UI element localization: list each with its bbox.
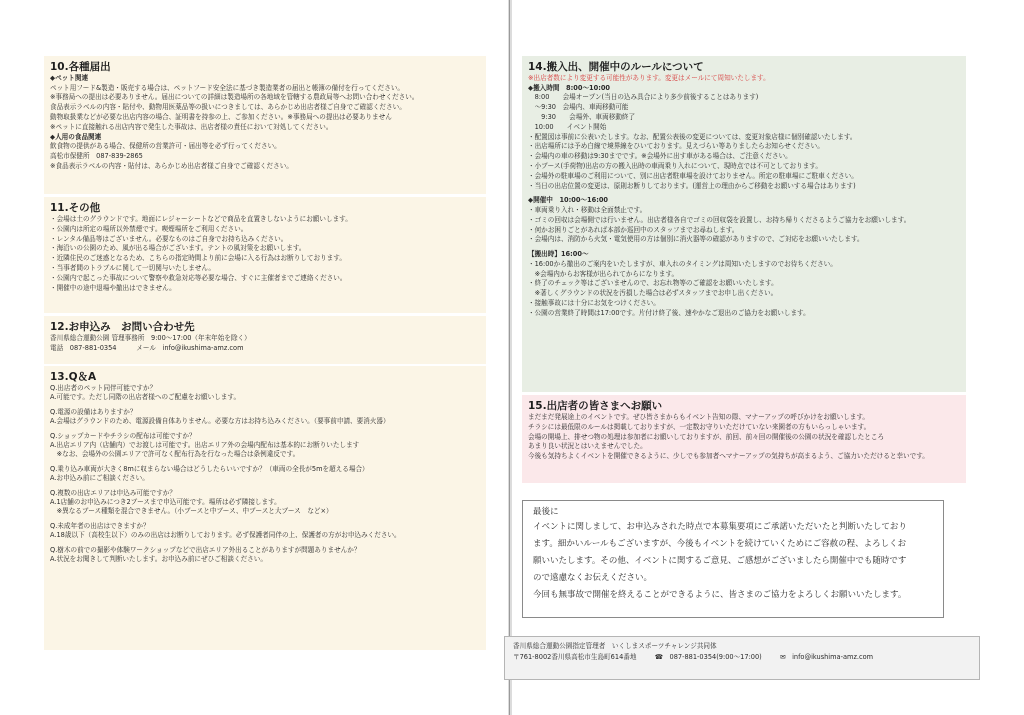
contact-line[interactable]: 電話 087-881-0354 メール info@ikushima-amz.com <box>50 343 244 352</box>
qa-line: ※異なるブース種類を混合できません。（小ブースと中ブース、中ブースと大ブース など×） <box>50 507 333 516</box>
footer-address: 〒761-8002香川県高松市生島町614番地 <box>513 653 637 661</box>
request-line: あまり良い状況とはいえませんでした。 <box>528 442 647 451</box>
rule-line: ・会場内の車の移動は9:30までです。※会場外に出す車がある場合は、ご注意ください。 <box>528 152 792 161</box>
footer-email[interactable]: ✉ info@ikushima-amz.com <box>779 653 874 661</box>
carry-out-line: ・公園の営業終了時間は17:00です。片付け終了後、速やかなご退出のご協力をお願いします。 <box>528 308 810 317</box>
other-line: ・公園内で起こった事故について警察や救急対応等必要な場合、すぐに主催者までご連絡ください。 <box>50 273 347 282</box>
qa-line: A.18歳以下（高校生以下）のみの出店はお断りしております。必ず保護者同伴の上、保護者の方がお申込みください。 <box>50 531 401 540</box>
carry-out-line: ・16:00から撤出のご案内をいたしますが、車入れのタイミングは周知いたしますのでお待ちください。 <box>528 259 837 268</box>
carry-out-line: ・接触事故には十分にお気をつけください。 <box>528 298 660 307</box>
closing-line: 最後に <box>533 507 559 517</box>
rule-line: ・小ブース(手荷物)出店の方の搬入出時の車両乗り入れについて、現時点では不可としております。 <box>528 161 822 170</box>
carry-in-heading: ◆搬入時間 8:00～10:00 <box>528 83 611 92</box>
page-fold-line <box>509 0 510 715</box>
qa-line: Q.樹木の前での撮影や体験ワークショップなどで出店エリア外出ることがありますが問題ありませんか？ <box>50 545 361 554</box>
carry-out-line: ・終了のチェック等はございませんので、お忘れ物等のご確認をお願いいたします。 <box>528 279 778 288</box>
qa-line: A.会場はグラウンドのため、電源設備自体ありません。必要な方はお持ち込みください。（要事前申請、要消火器） <box>50 417 390 426</box>
other-line: ・公園内は所定の場所以外禁煙です。喫煙場所をご利用ください。 <box>50 224 248 233</box>
footer-organization: 香川県総合運動公園指定管理者 いくしまスポーツチャレンジ共同体 <box>513 642 717 650</box>
change-notice: ※出店者数により変更する可能性があります。変更はメールにて周知いたします。 <box>528 74 770 82</box>
right-page <box>512 0 1024 715</box>
closing-line: ので遠慮なくお伝えください。 <box>533 573 653 583</box>
during-line: ・ゴミの回収は会場側では行いません。出店者様各自でゴミの回収袋を設置し、お持ち帰りくださるようご協力をお願いします。 <box>528 215 911 224</box>
qa-line: A.可能です。ただし同階の出店者様へのご配慮をお願いします。 <box>50 393 241 402</box>
section-15-box <box>522 395 966 483</box>
left-page <box>0 0 508 715</box>
other-line: ・会場は土のグラウンドです。地面にレジャーシートなどで商品を直置きしないようにお願いします。 <box>50 215 352 223</box>
qa-line: Q.乗り込み車両が大きく8mに収まらない場合はどうしたらいいですか？（車両の全長が5mを超える場合） <box>50 464 369 473</box>
footer-phone[interactable]: ☎ 087-881-0354(9:00～17:00) <box>654 653 762 661</box>
pet-line: 食品表示ラベルの内容・貼付や、動物用医薬品等の扱いにつきましては、あらかじめ出店者様ご自身でご確認ください。 <box>50 103 406 112</box>
closing-line: イベントに関しまして、お申込みされた時点で本募集要項にご承諾いただいたと判断いたしており <box>533 522 907 532</box>
other-line: ・開催中の途中退場や撤出はできません。 <box>50 283 176 292</box>
qa-line: A.出店エリア内（店舗内）でお渡しは可能です。出店エリア外の会場内配布は基本的にお断りいたします <box>50 441 360 450</box>
section-15-title: 15.出店者の皆さまへお願い <box>528 400 663 412</box>
qa-line: A.状況をお聞きして判断いたします。お申込み前にぜひご相談ください。 <box>50 555 267 564</box>
section-11-box <box>44 197 486 313</box>
closing-line: ます。細かいルールもございますが、今後もイベントを続けていくためにご容赦の程、よろしくお <box>533 539 907 549</box>
section-14-box <box>522 56 966 392</box>
qa-line: Q.ショップカードやチラシの配布は可能ですか？ <box>50 431 196 440</box>
rule-line: ・出店場所には予め白線で境界線をひいております。見えづらい等ありましたらお知らせください。 <box>528 142 824 151</box>
rule-line: ・配置図は事前に公表いたします。なお、配置公表後の変更については、変更対象店様に個別確認いたします。 <box>528 132 857 141</box>
schedule-line: 9:30 会場外、車両移動終了 <box>528 112 636 121</box>
during-heading: ◆開催中 10:00～16:00 <box>528 196 609 205</box>
other-line: ・海沿いの公園のため、風が出る場合がございます。テントの風対策をお願いします。 <box>50 244 306 253</box>
other-line: ・近隣住民のご迷惑となるため、こちらの指定時間より前に会場に入る行為はお断りしております。 <box>50 254 346 263</box>
food-heading: ◆人用の食品関連 <box>50 132 102 141</box>
qa-line: Q.複数の出店エリアは申込み可能ですか？ <box>50 488 176 497</box>
carry-out-heading: 【搬出時】16:00～ <box>528 250 589 259</box>
request-line: まだまだ発展途上のイベントです。ぜひ皆さまからもイベント告知の際、マナーアップの呼びかけをお願いします。 <box>528 413 870 421</box>
pet-line: 動物取扱業などが必要な出店内容の場合、証明書を持参の上、ご参加ください。※事務局への提出は必要ありません <box>50 112 392 121</box>
section-11-title: 11.その他 <box>50 202 101 214</box>
pet-line: ※事務局への提出は必要ありません。届出についての詳細は製造場所の各地域を管轄する農政局等へお問い合わせください。 <box>50 93 419 102</box>
footer-box <box>504 636 980 680</box>
rule-line: ・当日の出店位置の変更は、原則お断りしております。(運営上の理由からご移動をお願いする場合はあります) <box>528 181 856 190</box>
during-line: ・何かお困りごとがあれば本部か巡回中のスタッフまでお尋ねします。 <box>528 225 739 234</box>
carry-out-line: ※会場内からお客様が出られてからになります。 <box>528 269 679 278</box>
request-line: 今後も気持ちよくイベントを開催できるように、少しでも参加者へマナーアップの気持ちが高まるよう、ご協力いただけると幸いです。 <box>528 452 929 461</box>
rule-line: ・会場外の駐車場のご利用について、別に出店者駐車場を設けておりません。所定の駐車場にご駐車ください。 <box>528 171 858 180</box>
office-hours: 香川県総合運動公園 管理事務所 9:00～17:00（年末年始を除く） <box>50 334 251 342</box>
closing-box <box>522 500 944 618</box>
pet-heading: ◆ペット関連 <box>50 74 89 82</box>
section-13-title: 13.Q＆A <box>50 371 97 383</box>
during-line: ・車両乗り入れ・移動は全面禁止です。 <box>528 205 647 214</box>
qa-line: Q.出店者のペット同伴可能ですか？ <box>50 384 157 392</box>
schedule-line: 10:00 イベント開始 <box>528 122 607 131</box>
request-line: 会場の開場上、排せつ物の処理は参加者にお願いしておりますが、前回、前々回の開催後の公園の状況を確認したところ <box>528 432 885 441</box>
section-12-title: 12.お申込み お問い合わせ先 <box>50 321 195 333</box>
schedule-line: 8:00 会場オープン(当日の込み具合により多少前後することはあります) <box>528 93 759 102</box>
qa-line: ※なお、会場外の公園エリアで許可なく配布行為を行なった場合は条例違反です。 <box>50 450 300 459</box>
other-line: ・レンタル備品等はございません。必要なものはご自身でお持ち込みください。 <box>50 234 288 243</box>
qa-line: A.1店舗のお申込みにつき2ブースまで申込可能です。場所は必ず隣接します。 <box>50 498 281 507</box>
pet-line: ※ペットに直接触れる出店内容で発生した事故は、出店者様の責任において対処してください。 <box>50 122 333 131</box>
section-10-title: 10.各種届出 <box>50 61 111 73</box>
footer-address-row <box>513 652 971 663</box>
qa-line: A.お申込み前にご相談ください。 <box>50 474 149 483</box>
other-line: ・当事者間のトラブルに関して一切関与いたしません。 <box>50 263 215 272</box>
schedule-line: ～9:30 会場内、車両移動可能 <box>528 103 629 112</box>
section-14-title: 14.搬入出、開催中のルールについて <box>528 61 704 73</box>
closing-line: 願いいたします。その他、イベントに関するご意見、ご感想がございましたら開催中でも随時です <box>533 556 907 566</box>
qa-line: Q.未成年者の出店はできますか？ <box>50 521 150 530</box>
qa-line: Q.電源の設備はありますか？ <box>50 407 137 416</box>
request-line: チラシには最低限のルールは掲載しておりますが、一定数お守りいただけていない来園者の方もいらっしゃいます。 <box>528 422 871 431</box>
section-13-box <box>44 366 486 650</box>
during-line: ・会場内は、消防から火気・電気使用の方は個別に消火器等の確認がありますので、ご対応をお願いいたします。 <box>528 235 864 244</box>
pet-line: ペット用フード&製造・販売する場合は、ペットフード安全法に基づき製造業者の届出と帳簿の備付を行ってください。 <box>50 83 405 92</box>
section-10-box <box>44 56 486 194</box>
section-12-box <box>44 316 486 364</box>
food-line: 飲食物の提供がある場合、保健所の営業許可・届出等を必ず行ってください。 <box>50 142 281 151</box>
food-line: 高松市保健所 087-839-2865 <box>50 151 143 160</box>
carry-out-line: ※著しくグラウンドの状況を汚損した場合は必ずスタッフまでお申し出ください。 <box>528 289 778 298</box>
food-line: ※食品表示ラベルの内容・貼付は、あらかじめ出店者様ご自身でご確認ください。 <box>50 161 293 170</box>
closing-line: 今回も無事故で開催を終えることができるように、皆さまのご協力をよろしくお願いいたします。 <box>533 590 907 600</box>
